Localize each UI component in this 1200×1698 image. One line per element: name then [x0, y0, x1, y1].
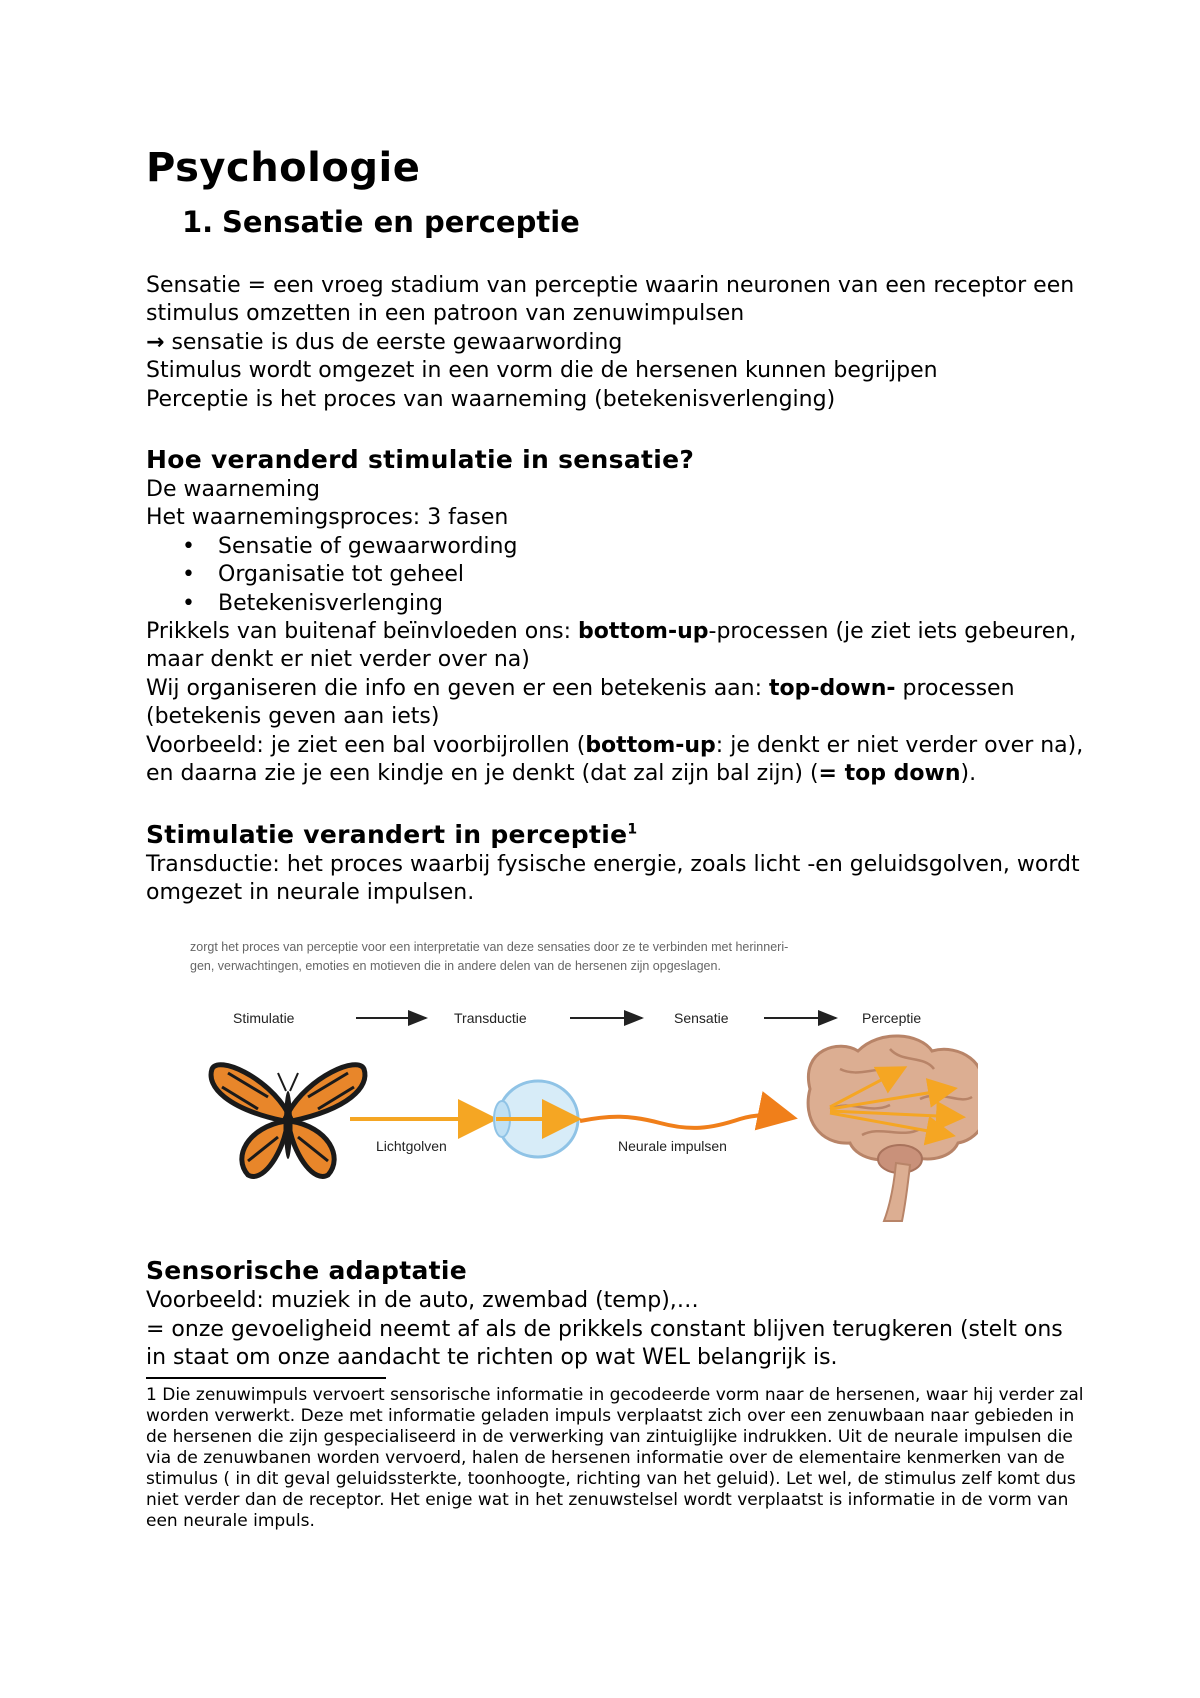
intro-arrow-line: [146, 329, 1086, 357]
text-run: Wij organiseren die info en geven er een betekenis aan:: [146, 675, 770, 701]
step-transductie: Transductie: [454, 1010, 527, 1027]
bottom-up-paragraph: [146, 618, 1086, 675]
section3-line2: = onze gevoeligheid neemt af als de prikkels constant blijven terugkeren (stelt ons in staat om onze aandacht te richten op wat WEL belangrijk is.: [146, 1316, 1063, 1371]
document-title: Psychologie: [146, 145, 421, 191]
figure-caption-line1: zorgt het proces van perceptie voor een interpretatie van deze sensaties door ze te verbinden met herinneri-: [190, 940, 789, 955]
brain-icon: [808, 1036, 978, 1221]
footnote-block: [146, 1385, 1086, 1532]
intro-perceptie: Perceptie is het proces van waarneming (betekenisverlenging): [146, 386, 836, 412]
list-item: • Sensatie of gewaarwording: [218, 533, 1086, 561]
top-down-paragraph: [146, 675, 1086, 732]
chapter-heading: [182, 198, 1086, 246]
bold-term: bottom-up: [585, 732, 716, 758]
bold-term: = top down: [818, 761, 961, 787]
step-perceptie: Perceptie: [862, 1010, 922, 1027]
perception-figure: [190, 939, 978, 1227]
section-stimulatie-perceptie: [146, 819, 1086, 908]
section3-heading: Sensorische adaptatie: [146, 1256, 467, 1286]
text-run: ).: [960, 761, 977, 787]
phase-list: [146, 533, 1086, 618]
right-arrow-icon: →: [146, 329, 165, 355]
footnote-body: Die zenuwimpuls vervoert sensorische informatie in gecodeerde vorm naar de hersenen, waar hij verder zal worden verwerkt. Deze met informatie geladen impuls verplaatst zich over een zenuwbaan naar gebieden in de hersenen die zijn gespecialiseerd in de verwerking van zintuiglijke indrukken. Uit de neurale impulsen die via de zenuwbanen worden vervoerd, halen de hersenen informatie over de elementaire kenmerken van de stimulus ( in dit geval geluidssterkte, toonhoogte, richting van het geluid). Let wel, de stimulus zelf komt dus niet verder dan de receptor. Het enige wat in het zenuwstelsel wordt verplaatst is informatie in de vorm van een neurale impuls.: [146, 1384, 1084, 1531]
butterfly-icon: [211, 1065, 365, 1177]
list-item: • Betekenisverlenging: [218, 590, 1086, 618]
neural-impulse-wave: [580, 1115, 790, 1128]
section1-heading: Hoe veranderd stimulatie in sensatie?: [146, 445, 695, 475]
label-lichtgolven: Lichtgolven: [376, 1138, 447, 1155]
step-sensatie: Sensatie: [674, 1010, 729, 1027]
bold-term: bottom-up: [578, 619, 709, 645]
section1-line2: Het waarnemingsproces: 3 fasen: [146, 505, 509, 531]
perception-diagram: [190, 939, 978, 1227]
footnote-text: [146, 1385, 1086, 1532]
document-page: [146, 138, 1086, 1532]
example-paragraph: [146, 732, 1086, 789]
section1-line1: De waarneming: [146, 477, 321, 503]
footnote-separator: [146, 1377, 386, 1379]
text-run: : je denkt er niet verder over na), en daarna zie je een kindje en je denkt (dat zal zijn bal zijn) (: [146, 732, 1084, 787]
section-sensorische-adaptatie: [146, 1255, 1086, 1372]
text-run: -processen (je ziet iets gebeuren, maar denkt er niet verder over na): [146, 619, 1077, 673]
step-stimulatie: Stimulatie: [233, 1010, 295, 1027]
list-item: • Organisatie tot geheel: [218, 561, 1086, 589]
section2-heading: [146, 819, 1086, 851]
label-neurale-impulsen: Neurale impulsen: [618, 1138, 727, 1155]
text-run: processen (betekenis geven aan iets): [146, 675, 1015, 730]
text-run: Voorbeeld: je ziet een bal voorbijrollen (: [146, 732, 586, 758]
intro-arrow-text: sensatie is dus de eerste gewaarwording: [171, 329, 623, 355]
transductie-text: Transductie: het proces waarbij fysische energie, zoals licht -en geluidsgolven, wordt omgezet in neurale impulsen.: [146, 851, 1080, 905]
footnote-reference[interactable]: 1: [627, 821, 638, 838]
intro-block: [146, 272, 1086, 414]
figure-caption-line2: gen, verwachtingen, emoties en motieven die in andere delen van de hersenen zijn opgeslagen.: [190, 959, 721, 974]
intro-stimulus: Stimulus wordt omgezet in een vorm die de hersenen kunnen begrijpen: [146, 358, 938, 384]
section-stimulatie-sensatie: [146, 444, 1086, 788]
intro-definition: Sensatie = een vroeg stadium van perceptie waarin neuronen van een receptor een stimulus omzetten in een patroon van zenuwimpulsen: [146, 273, 1075, 327]
section2-heading-text: Stimulatie verandert in perceptie: [146, 819, 628, 849]
chapter-title: Sensatie en perceptie: [222, 205, 580, 239]
section3-line1: Voorbeeld: muziek in de auto, zwembad (temp),…: [146, 1288, 699, 1314]
chapter-number: 1.: [182, 205, 214, 239]
footnote-number: 1: [146, 1384, 157, 1405]
eye-icon: [494, 1081, 578, 1157]
bold-term: top-down-: [769, 675, 896, 701]
text-run: Prikkels van buitenaf beïnvloeden ons:: [146, 619, 579, 645]
